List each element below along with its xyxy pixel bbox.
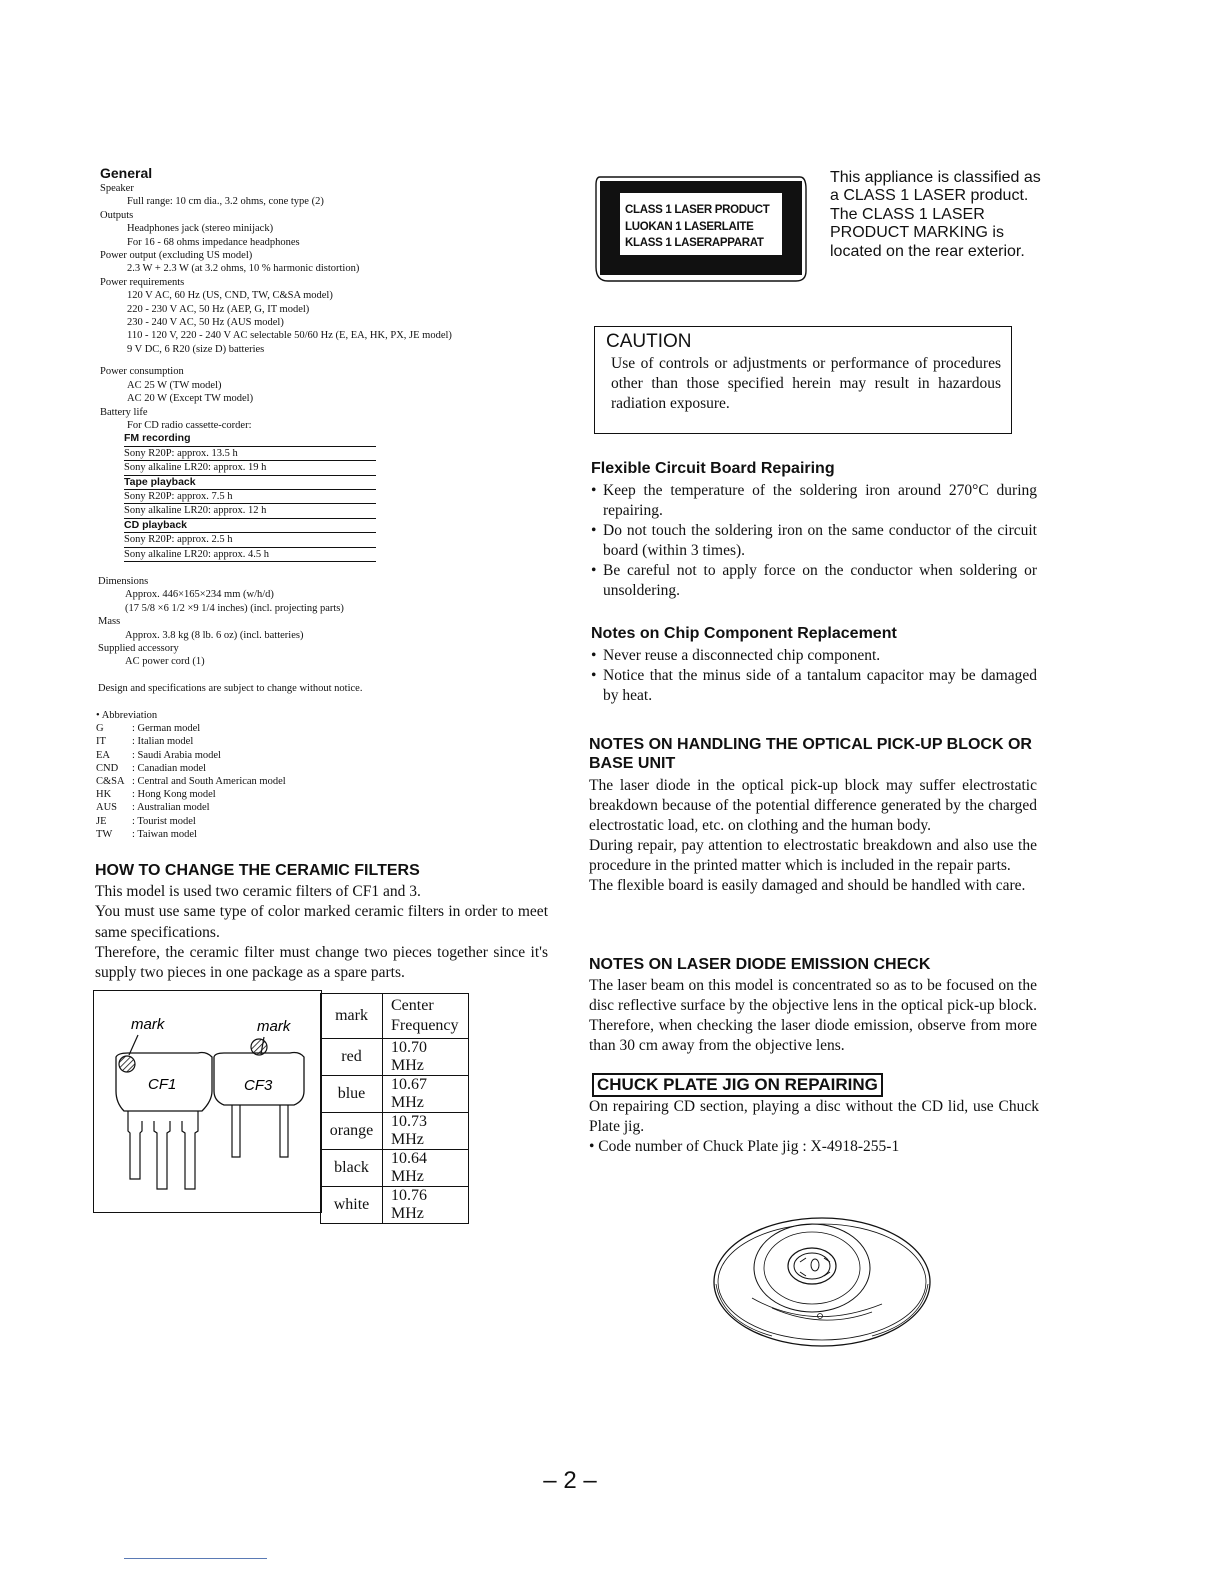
spec-line: 9 V DC, 6 R20 (size D) batteries <box>127 343 265 355</box>
laser-class-label <box>594 171 807 283</box>
cf1-color-mark <box>119 1056 135 1072</box>
header-center-frequency: Center Frequency <box>383 994 469 1039</box>
spec-line: For 16 - 68 ohms impedance headphones <box>127 236 300 248</box>
design-note: Design and specifications are subject to change without notice. <box>98 683 363 694</box>
spec-line: 230 - 240 V AC, 50 Hz (AUS model) <box>127 317 284 329</box>
abbreviation-row <box>96 801 286 814</box>
spec-line: 220 - 230 V AC, 50 Hz (AEP, G, IT model) <box>127 303 310 315</box>
chuck-paragraph: On repairing CD section, playing a disc without the CD lid, use Chuck Plate jig. <box>589 1098 1039 1135</box>
spec-line: AC 25 W (TW model) <box>127 379 222 391</box>
spec-line <box>100 356 500 365</box>
cf1-label: CF1 <box>148 1076 177 1093</box>
cf3-color-mark <box>251 1039 267 1055</box>
dimension-line: AC power cord (1) <box>125 656 205 668</box>
list-item: • Be careful not to apply force on the conductor when soldering or unsoldering. <box>591 561 1037 601</box>
spec-line: Power consumption <box>100 366 184 378</box>
table-row <box>321 1039 469 1076</box>
table-row <box>321 1113 469 1150</box>
ceramic-paragraph: This model is used two ceramic filters of CF1 and 3. <box>95 883 421 900</box>
abbreviation-meaning: : Taiwan model <box>132 828 197 840</box>
list-item: • Do not touch the soldering iron on the same conductor of the circuit board (within 3 times). <box>591 521 1037 561</box>
abbreviation-title: • Abbreviation <box>96 710 158 721</box>
dimension-line: Dimensions <box>98 576 149 587</box>
page-number: – 2 – <box>543 1467 597 1494</box>
flex-board-list <box>591 481 1037 601</box>
abbreviation-row <box>96 749 286 762</box>
laser-classification-text: This appliance is classified as a CLASS 1 LASER product. The CLASS 1 LASER PRODUCT MARKING is located on the rear exterior. <box>830 169 1041 260</box>
filter-frequency: 10.76 MHz <box>383 1187 469 1224</box>
abbreviation-code: TW <box>96 828 113 840</box>
abbreviation-list <box>96 709 286 841</box>
ceramic-paragraph: Therefore, the ceramic filter must change two pieces together since it's supply two pieces in one package as a spare parts. <box>95 943 548 982</box>
abbreviation-code: EA <box>96 749 110 761</box>
abbreviation-code: C&SA <box>96 776 125 788</box>
abbreviation-code: IT <box>96 736 106 748</box>
flex-board-title: Flexible Circuit Board Repairing <box>591 460 835 477</box>
abbreviation-row <box>96 828 286 841</box>
chuck-code: • Code number of Chuck Plate jig : X-4918-255-1 <box>589 1138 900 1155</box>
dimension-line: Mass <box>98 616 121 628</box>
list-item: • Keep the temperature of the soldering iron around 270°C during repairing. <box>591 481 1037 521</box>
spec-line: Power requirements <box>100 276 185 288</box>
ceramic-filters-title: HOW TO CHANGE THE CERAMIC FILTERS <box>95 862 420 879</box>
abbreviation-row <box>96 788 286 801</box>
optical-paragraph: The laser diode in the optical pick-up block may suffer electrostatic breakdown because of the potential difference generated by the charged electrostatic load, etc. on clothing and the human body. <box>589 777 1037 834</box>
spec-lines <box>100 182 500 432</box>
caution-body: Use of controls or adjustments or performance of procedures other than those specified herein may result in hazardous radiation exposure. <box>611 355 1001 412</box>
mark-label-2: mark <box>257 1018 291 1035</box>
caution-title: CAUTION <box>606 331 692 352</box>
abbreviation-row <box>96 815 286 828</box>
battery-mode-heading: CD playback <box>124 519 376 533</box>
filter-color-mark: red <box>321 1039 383 1076</box>
filter-color-mark: blue <box>321 1076 383 1113</box>
laser-diode-body: The laser beam on this model is concentrated so as to be focused on the disc reflective surface by the objective lens in the optical pick-up block. Therefore, when checking the laser diode emission, observe from more than 30 cm away from the objective lens. <box>589 977 1037 1054</box>
filter-color-mark: black <box>321 1150 383 1187</box>
abbreviation-meaning: : Australian model <box>132 802 210 814</box>
chuck-plate-jig-illustration <box>712 1212 934 1348</box>
abbreviation-meaning: : Tourist model <box>132 815 196 827</box>
abbreviation-code: HK <box>96 789 112 801</box>
chuck-plate-title: CHUCK PLATE JIG ON REPAIRING <box>592 1073 883 1097</box>
chuck-plate-drawing <box>712 1212 934 1348</box>
abbreviation-row <box>96 722 286 735</box>
optical-paragraph: During repair, pay attention to electrostatic breakdown and also use the procedure in the printed matter which is included in the repair parts. <box>589 837 1037 874</box>
laser-label-line-3: KLASS 1 LASERAPPARAT <box>625 237 764 249</box>
battery-row: Sony R20P: approx. 13.5 h <box>124 447 376 461</box>
filter-frequency: 10.70 MHz <box>383 1039 469 1076</box>
mark-label-1: mark <box>131 1016 165 1033</box>
filter-frequency: 10.73 MHz <box>383 1113 469 1150</box>
abbreviation-code: JE <box>96 815 107 827</box>
spec-line: 120 V AC, 60 Hz (US, CND, TW, C&SA model) <box>127 290 333 302</box>
battery-row: Sony alkaline LR20: approx. 19 h <box>124 461 376 475</box>
abbreviation-code: AUS <box>96 802 118 814</box>
battery-row: Sony alkaline LR20: approx. 12 h <box>124 504 376 518</box>
list-item: • Never reuse a disconnected chip component. <box>591 646 1037 666</box>
laser-diode-title: NOTES ON LASER DIODE EMISSION CHECK <box>589 956 931 973</box>
table-row <box>321 1187 469 1224</box>
optical-pickup-body <box>589 776 1037 896</box>
spec-line: 110 - 120 V, 220 - 240 V AC selectable 50/60 Hz (E, EA, HK, PX, JE model) <box>127 330 452 342</box>
abbreviation-meaning: : Italian model <box>132 736 194 748</box>
abbreviation-meaning: : Saudi Arabia model <box>132 749 221 761</box>
battery-row: Sony alkaline LR20: approx. 4.5 h <box>124 548 376 562</box>
footer-rule <box>124 1558 267 1559</box>
filter-color-mark: orange <box>321 1113 383 1150</box>
dimension-line: Supplied accessory <box>98 643 179 655</box>
laser-label-line-1: CLASS 1 LASER PRODUCT <box>625 204 770 216</box>
general-specifications <box>100 164 500 562</box>
abbreviation-row <box>96 735 286 748</box>
spec-line: Speaker <box>100 183 134 194</box>
spec-line: For CD radio cassette-corder: <box>127 419 252 431</box>
abbreviation-code: CND <box>96 762 119 774</box>
filter-frequency: 10.67 MHz <box>383 1076 469 1113</box>
dimension-line: Approx. 3.8 kg (8 lb. 6 oz) (incl. batteries) <box>125 629 304 641</box>
abbreviation-code: G <box>96 723 104 735</box>
header-mark: mark <box>321 994 383 1039</box>
filter-color-mark: white <box>321 1187 383 1224</box>
optical-paragraph: The flexible board is easily damaged and should be handled with care. <box>589 877 1026 894</box>
spec-line: Power output (excluding US model) <box>100 250 253 262</box>
abbreviation-meaning: : German model <box>132 723 201 735</box>
spec-line: Battery life <box>100 406 148 418</box>
ceramic-paragraph: You must use same type of color marked ceramic filters in order to meet same specifications. <box>95 903 548 941</box>
abbreviation-meaning: : Canadian model <box>132 762 207 774</box>
battery-mode-heading: FM recording <box>124 432 376 446</box>
cf3-label: CF3 <box>244 1077 273 1094</box>
spec-line: Headphones jack (stereo minijack) <box>127 223 274 235</box>
battery-mode-heading: Tape playback <box>124 476 376 490</box>
ceramic-filter-diagram <box>93 990 322 1213</box>
abbreviation-meaning: : Central and South American model <box>132 776 286 788</box>
spec-line: 2.3 W + 2.3 W (at 3.2 ohms, 10 % harmonic distortion) <box>127 263 360 275</box>
general-title: General <box>100 165 153 181</box>
list-item: • Notice that the minus side of a tantalum capacitor may be damaged by heat. <box>591 666 1037 706</box>
abbreviation-row <box>96 775 286 788</box>
spec-line: Full range: 10 cm dia., 3.2 ohms, cone type (2) <box>127 196 324 208</box>
chip-component-list <box>591 646 1037 706</box>
table-header-row <box>321 994 469 1039</box>
table-row <box>321 1150 469 1187</box>
abbreviation-meaning: : Hong Kong model <box>132 789 216 801</box>
chip-component-title: Notes on Chip Component Replacement <box>591 625 897 642</box>
optical-pickup-title: NOTES ON HANDLING THE OPTICAL PICK-UP BLOCK OR BASE UNIT <box>589 736 1032 772</box>
ceramic-filter-table <box>320 993 469 1224</box>
dimensions-block <box>98 575 518 669</box>
laser-label-line-2: LUOKAN 1 LASERLAITE <box>625 220 754 233</box>
battery-row: Sony R20P: approx. 2.5 h <box>124 533 376 547</box>
dimension-line: Approx. 446×165×234 mm (w/h/d) <box>125 589 274 601</box>
ceramic-filters-body <box>95 882 548 983</box>
dimension-line: (17 5/8 ×6 1/2 ×9 1/4 inches) (incl. projecting parts) <box>125 602 344 614</box>
battery-row: Sony R20P: approx. 7.5 h <box>124 490 376 504</box>
ceramic-filter-drawing <box>94 991 321 1212</box>
table-row <box>321 1076 469 1113</box>
abbreviation-row <box>96 762 286 775</box>
chuck-plate-body <box>589 1097 1039 1157</box>
filter-frequency: 10.64 MHz <box>383 1150 469 1187</box>
battery-life-table <box>124 432 376 562</box>
spec-line: AC 20 W (Except TW model) <box>127 393 254 405</box>
spec-line: Outputs <box>100 209 134 221</box>
